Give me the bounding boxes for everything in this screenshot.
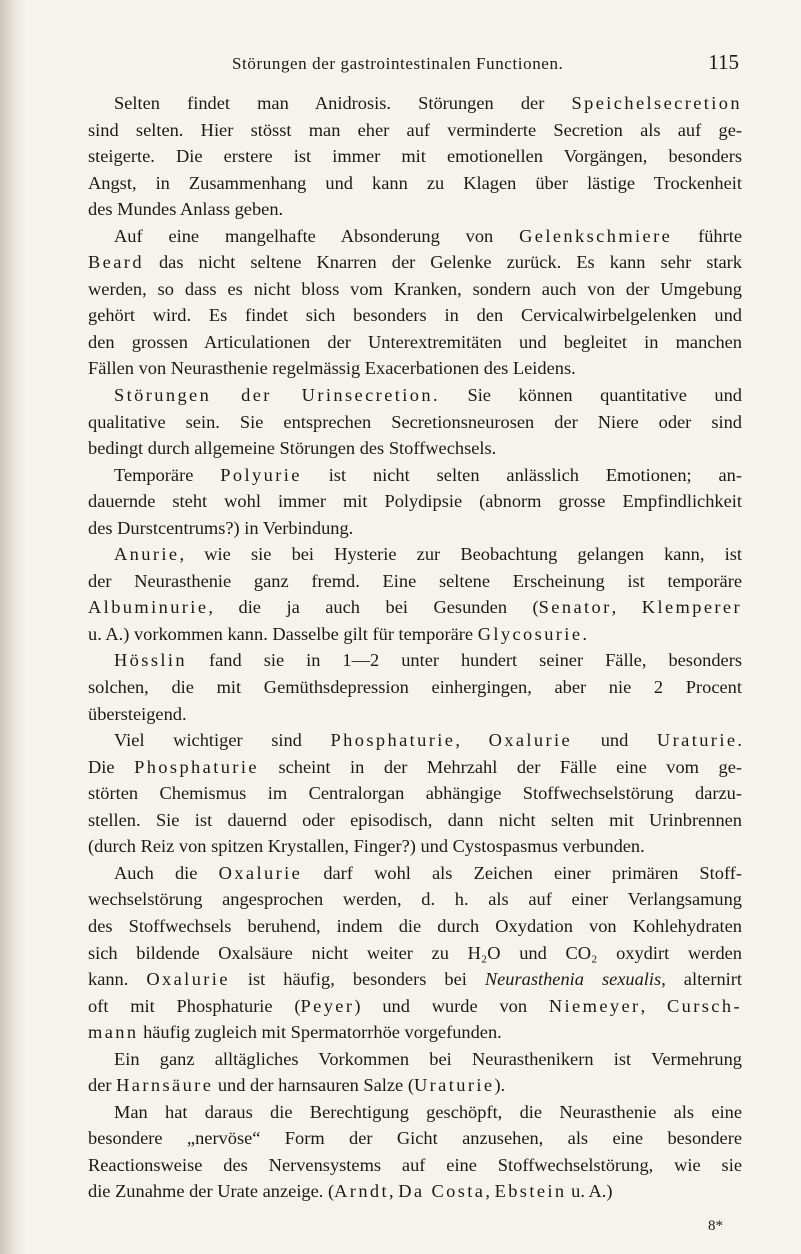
text-run: qualitative sein. Sie entsprechen Secretionsneurosen der Niere oder sind (88, 411, 742, 432)
spaced-emphasis: Albuminurie (88, 597, 209, 618)
spaced-emphasis: Oxalurie (218, 862, 303, 883)
text-run: sich bildende Oxalsäure nicht weiter zu H₂O und CO₂ oxydirt werden (88, 942, 742, 963)
text-run: des Durstcentrums?) in Verbindung. (88, 517, 354, 538)
spaced-emphasis: Phosphaturie (134, 756, 259, 777)
spaced-emphasis: Speichelsecretion (571, 93, 742, 113)
text-run: . (582, 623, 587, 644)
text-run: darf wohl als Zeichen einer primären Stoff- (302, 862, 743, 883)
text-line (88, 833, 742, 860)
text-line (88, 1046, 742, 1073)
spaced-emphasis: Da Costa (398, 1181, 486, 1202)
text-run: Angst, in Zusammenhang und kann zu Klagen über lästige Trockenheit (88, 172, 742, 193)
spaced-emphasis: Senator (538, 597, 612, 618)
text-line (88, 621, 742, 648)
text-run: übersteigend. (88, 703, 187, 724)
spaced-emphasis: Anurie (114, 544, 180, 565)
text-run: , (640, 995, 667, 1016)
spaced-emphasis: Störungen der Urinsecretion. (114, 385, 440, 406)
text-run: . (737, 730, 743, 751)
spaced-emphasis: Phosphaturie (330, 730, 456, 751)
text-line (88, 1019, 742, 1046)
text-run: steigerte. Die erstere ist immer mit emotionellen Vorgängen, besonders (88, 146, 742, 167)
text-line (88, 302, 742, 329)
spaced-emphasis: Arndt (334, 1181, 390, 1202)
running-head: Störungen der gastrointestinalen Functionen. (232, 54, 564, 73)
text-run: der Neurasthenie ganz fremd. Eine seltene Erscheinung ist temporäre (88, 570, 742, 591)
text-line (88, 940, 742, 967)
text-run: sind selten. Hier stösst man eher auf verminderte Secretion als auf ge- (88, 119, 742, 140)
text-run: häufig zugleich mit Spermatorrhöe vorgefunden. (138, 1022, 502, 1043)
text-run: des Stoffwechsels beruhend, indem die durch Oxydation von Kohlehydraten (88, 915, 742, 936)
spaced-emphasis: Oxalurie (488, 730, 573, 751)
text-line (88, 647, 742, 674)
text-run: ist häufig, besonders bei (229, 969, 485, 990)
text-line (88, 435, 742, 462)
body-text (88, 90, 742, 1205)
text-line (88, 355, 742, 382)
text-line (88, 1099, 742, 1126)
text-run: Temporäre (114, 464, 221, 485)
text-run: führte (672, 225, 742, 246)
spaced-emphasis: Peyer (300, 995, 355, 1016)
text-line (88, 223, 742, 250)
spaced-emphasis: Uraturie (413, 1075, 495, 1096)
text-line (88, 462, 742, 489)
text-line (88, 780, 742, 807)
text-run: und der harnsauren Salze ( (213, 1075, 414, 1096)
spaced-emphasis: Oxalurie (146, 969, 230, 990)
text-line (88, 488, 742, 515)
text-run: , (485, 1181, 495, 1202)
text-run: Auf eine mangelhafte Absonderung von (114, 225, 520, 246)
text-run: gehört wird. Es findet sich besonders in den Cervicalwirbelgelenken und (88, 305, 742, 326)
text-run: Sie können quantitative und (439, 385, 742, 406)
text-line (88, 117, 742, 144)
text-line (88, 143, 742, 170)
text-run: fand sie in 1—2 unter hundert seiner Fälle, besonders (187, 650, 742, 671)
text-run: der (88, 1075, 117, 1096)
spaced-emphasis: Gelenkschmiere (519, 225, 673, 246)
text-run: , wie sie bei Hysterie zur Beobachtung gelangen kann, ist (179, 544, 742, 565)
text-line (88, 860, 742, 887)
text-run: störten Chemismus im Centralorgan abhängige Stoffwechselstörung darzu- (88, 783, 742, 804)
text-run: dauernde steht wohl immer mit Polydipsie (abnorm grosse Empfindlichkeit (88, 491, 742, 512)
text-line (88, 701, 742, 728)
text-run: und (572, 730, 657, 751)
text-line (88, 966, 742, 993)
text-run: Ein ganz alltägliches Vorkommen bei Neurasthenikern ist Vermehrung (114, 1048, 742, 1069)
text-run: , (455, 730, 489, 751)
text-line (88, 249, 742, 276)
text-run: ) und wurde von (354, 995, 549, 1016)
text-run: den grossen Articulationen der Unterextremitäten und begleitet in manchen (88, 331, 742, 352)
text-line (88, 993, 742, 1020)
text-run: scheint in der Mehrzahl der Fälle eine vom ge- (258, 756, 742, 777)
text-run: die Zunahme der Urate anzeige. ( (88, 1181, 335, 1202)
text-run: bedingt durch allgemeine Störungen des Stoffwechsels. (88, 438, 497, 459)
spaced-emphasis: Cursch- (666, 995, 742, 1016)
text-run: , (611, 597, 642, 618)
page-gutter-shadow (0, 0, 26, 1254)
text-run: werden, so dass es nicht bloss vom Kranken, sondern auch von der Umgebung (88, 278, 742, 299)
spaced-emphasis: Uraturie (656, 730, 738, 751)
text-run: , die ja auch bei Gesunden ( (208, 597, 539, 618)
page-number: 115 (708, 50, 739, 74)
text-line (88, 886, 742, 913)
text-line (88, 382, 742, 409)
text-line (88, 913, 742, 940)
text-line (88, 807, 742, 834)
text-run: u. A.) (566, 1181, 613, 1202)
spaced-emphasis: Hösslin (114, 650, 188, 671)
text-run: ist nicht selten anlässlich Emotionen; an- (301, 464, 742, 485)
text-line (88, 727, 742, 754)
text-run: des Mundes Anlass geben. (88, 199, 284, 220)
text-line (88, 170, 742, 197)
text-run: solchen, die mit Gemüthsdepression einhergingen, aber nie 2 Procent (88, 677, 742, 698)
text-run: , (389, 1181, 399, 1202)
text-line (88, 409, 742, 436)
text-line (88, 541, 742, 568)
spaced-emphasis: Beard (88, 252, 144, 273)
text-run: Viel wichtiger sind (114, 730, 331, 751)
text-run: Reactionsweise des Nervensystems auf eine Stoffwechselstörung, wie sie (88, 1154, 742, 1175)
text-line (88, 1125, 742, 1152)
text-line (88, 276, 742, 303)
spaced-emphasis: Niemeyer (548, 995, 641, 1016)
text-run: (durch Reiz von spitzen Krystallen, Finger?) und Cystospasmus verbunden. (88, 836, 645, 857)
signature-mark: 8* (708, 1218, 723, 1234)
text-run: Fällen von Neurasthenie regelmässig Exacerbationen des Leidens. (88, 358, 576, 379)
italic-term: Neurasthenia sexualis (484, 969, 662, 990)
text-run: wechselstörung angesprochen werden, d. h. als auf einer Verlangsamung (88, 889, 742, 910)
text-line (88, 754, 742, 781)
text-run: Auch die (114, 862, 219, 883)
text-run: u. A.) vorkommen kann. Dasselbe gilt für temporäre (88, 623, 478, 644)
text-run: das nicht seltene Knarren der Gelenke zurück. Es kann sehr stark (143, 252, 742, 273)
text-run: ). (494, 1075, 506, 1096)
text-run: stellen. Sie ist dauernd oder episodisch, dann nicht selten mit Urinbrennen (88, 809, 742, 830)
text-run: Man hat daraus die Berechtigung geschöpft, die Neurasthenie als eine (114, 1101, 742, 1122)
spaced-emphasis: Glycosurie (477, 623, 583, 644)
text-run: , alternirt (661, 969, 743, 990)
text-line (88, 196, 742, 223)
text-line (88, 1178, 742, 1205)
spaced-emphasis: Harnsäure (116, 1075, 214, 1096)
text-line (88, 1152, 742, 1179)
text-line (88, 90, 742, 117)
spaced-emphasis: mann (88, 1022, 139, 1043)
text-run: oft mit Phosphaturie ( (88, 995, 301, 1016)
text-line (88, 329, 742, 356)
spaced-emphasis: Ebstein (494, 1181, 567, 1202)
text-run: Selten findet man Anidrosis. Störungen der (114, 93, 572, 113)
text-line (88, 674, 742, 701)
text-line (88, 568, 742, 595)
text-run: Die (88, 756, 135, 777)
text-run: besondere „nervöse“ Form der Gicht anzusehen, als eine besondere (88, 1128, 742, 1149)
text-run: kann. (88, 969, 147, 990)
spaced-emphasis: Polyurie (220, 464, 302, 485)
text-line (88, 515, 742, 542)
spaced-emphasis: Klemperer (641, 597, 743, 618)
text-line (88, 594, 742, 621)
text-line (88, 1072, 742, 1099)
